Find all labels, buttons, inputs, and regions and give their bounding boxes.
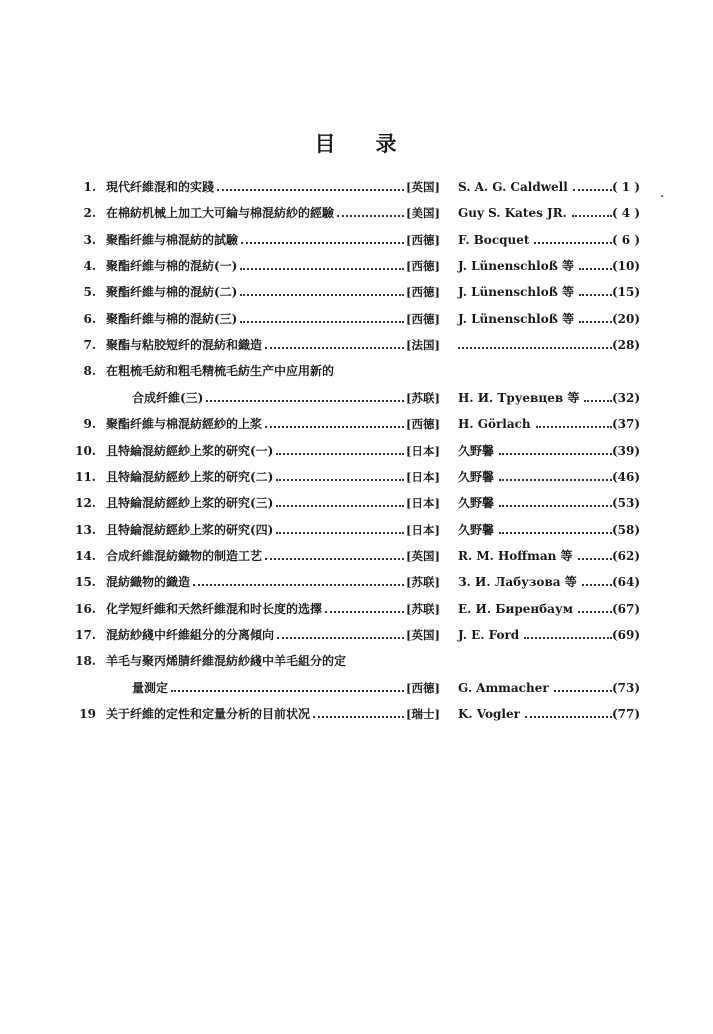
entry-page: (39) (611, 443, 640, 458)
entry-country: [英国] (406, 180, 440, 194)
entry-page: (46) (611, 469, 640, 484)
toc-entry (0, 441, 713, 461)
toc-entry (0, 704, 713, 724)
entry-author: 久野馨 (458, 496, 495, 511)
entry-country: [西德] (406, 680, 440, 695)
leader-dots (277, 625, 404, 639)
leader-dots (265, 546, 404, 560)
leader-dots (217, 177, 404, 191)
toc-entry (0, 520, 713, 540)
entry-number: 16. (75, 601, 96, 616)
toc-entry (0, 678, 713, 698)
leader-dots (337, 203, 404, 217)
entry-country: [西德] (406, 285, 440, 300)
leader-dots (240, 282, 404, 296)
toc-entry (0, 572, 713, 592)
leader-dots (240, 256, 404, 270)
entry-number: 13. (75, 522, 96, 537)
entry-author: Guy S. Kates JR. (458, 206, 567, 221)
entry-title: 关于纤維的定性和定量分析的目前状况 (106, 707, 311, 721)
entry-author: Е. И. Биренбаум (458, 601, 574, 616)
entry-author: F. Bocquet (458, 232, 530, 247)
leader-dots (458, 335, 612, 349)
entry-title: 且特綸混紡經紗上浆的研究(二) (106, 469, 274, 484)
entry-title: 聚酯纤維与棉混紡的試驗 (106, 232, 239, 247)
toc-entry (0, 467, 713, 487)
entry-title: 聚酯纤維与棉的混紡(一) (106, 259, 238, 274)
entry-title: 且特綸混紡經紗上浆的研究(三) (106, 496, 274, 511)
entry-number: 15. (75, 575, 96, 590)
entry-page: (67) (611, 601, 640, 616)
entry-number: 1. (83, 180, 96, 194)
entry-title: 在棉紡机械上加工大可綸与棉混紡紗的經驗 (106, 206, 335, 221)
toc-entry (0, 625, 713, 645)
entry-country: [苏联] (406, 575, 440, 590)
entry-number: 9. (83, 417, 96, 432)
entry-country: [苏联] (406, 390, 440, 405)
entry-country: [西德] (406, 417, 440, 432)
entry-number: 14. (75, 548, 96, 563)
leader-dots (325, 599, 404, 613)
entry-number: 2. (83, 206, 96, 221)
toc-entry (0, 203, 713, 223)
leader-dots (276, 467, 404, 481)
leader-dots (525, 704, 612, 718)
toc-entry (0, 388, 713, 408)
entry-author: G. Ammacher (458, 680, 549, 695)
entry-country: [日本] (406, 469, 440, 484)
entry-page: (69) (611, 627, 640, 642)
entry-author: J. Lünenschloß 等 (458, 285, 574, 300)
leader-dots (276, 441, 404, 455)
entry-title: 合成纤維混紡織物的制造工艺 (106, 548, 263, 563)
entry-page: (32) (611, 390, 640, 405)
entry-title: 聚酯纤維与棉的混紡(二) (106, 285, 238, 300)
entry-number: 10. (75, 443, 96, 458)
entry-page: (10) (611, 259, 640, 274)
entry-country: [法国] (406, 338, 440, 353)
toc-entry (0, 493, 713, 513)
entry-number: 18. (75, 654, 96, 669)
entry-author: K. Vogler (458, 707, 520, 721)
leader-dots (241, 230, 404, 244)
toc-entry (0, 414, 713, 434)
entry-title: 聚酯与粘胶短纤的混紡和織造 (106, 338, 263, 353)
entry-country: [西德] (406, 311, 440, 326)
toc-entry (0, 230, 713, 250)
entry-country: [英国] (406, 548, 440, 563)
entry-page: ( 4 ) (611, 206, 640, 221)
entry-number: 11. (75, 469, 96, 484)
leader-dots (193, 572, 404, 586)
entry-title: 且特綸混紡經紗上浆的研究(一) (106, 443, 274, 458)
leader-dots (206, 388, 404, 402)
entry-author: 久野馨 (458, 469, 495, 484)
leader-dots (276, 520, 404, 534)
entry-country: [西德] (406, 259, 440, 274)
title-char-left: 目 (314, 132, 338, 156)
leader-dots (276, 493, 404, 507)
entry-page: (77) (611, 707, 640, 721)
entry-country: [美国] (406, 206, 440, 221)
toc-entry (0, 177, 713, 197)
entry-page: (62) (611, 548, 640, 563)
entry-author: J. Lünenschloß 等 (458, 259, 574, 274)
toc-entry-line1 (0, 651, 713, 671)
entry-page: (28) (611, 338, 640, 353)
stray-mark: · (660, 189, 665, 205)
entry-country: [日本] (406, 496, 440, 511)
toc-entry (0, 599, 713, 619)
leader-dots (240, 309, 404, 323)
entry-title-continued: 合成纤維(三) (132, 390, 204, 405)
entry-title-continued: 量測定 (132, 680, 169, 695)
entry-number: 3. (83, 232, 96, 247)
entry-title: 現代纤維混和的实踐 (106, 180, 215, 194)
entry-author: J. Lünenschloß 等 (458, 311, 574, 326)
entry-title: 混紡紗綫中纤維組分的分离傾向 (106, 627, 275, 642)
leader-dots (313, 704, 404, 718)
entry-author: H. Görlach (458, 417, 531, 432)
entry-country: [苏联] (406, 601, 440, 616)
entry-page: ( 6 ) (611, 232, 640, 247)
entry-number: 19 (79, 707, 96, 721)
entry-page: (15) (611, 285, 640, 300)
entry-title: 聚酯纤維与棉的混紡(三) (106, 311, 238, 326)
entry-number: 5. (83, 285, 96, 300)
entry-title: 聚酯纤維与棉混紡經紗的上浆 (106, 417, 263, 432)
leader-dots (524, 625, 612, 639)
entry-number: 8. (83, 364, 96, 379)
entry-title: 羊毛与聚丙烯腈纤維混紡紗綫中羊毛組分的定 (106, 654, 347, 669)
toc-entry (0, 309, 713, 329)
title-char-right: 录 (375, 132, 399, 156)
toc-entry (0, 335, 713, 355)
entry-country: [日本] (406, 443, 440, 458)
leader-dots (499, 493, 612, 507)
entry-number: 12. (75, 496, 96, 511)
entry-page: (58) (611, 522, 640, 537)
toc-entry-line1 (0, 361, 713, 381)
entry-title: 化学短纤維和天然纤維混和时长度的选擇 (106, 601, 323, 616)
leader-dots (265, 414, 404, 428)
leader-dots (499, 441, 612, 455)
entry-page: (53) (611, 496, 640, 511)
entry-author: S. A. G. Caldwell (458, 180, 568, 194)
entry-page: (20) (611, 311, 640, 326)
entry-author: 久野馨 (458, 522, 495, 537)
entry-page: (37) (611, 417, 640, 432)
leader-dots (499, 467, 612, 481)
entry-country: [日本] (406, 522, 440, 537)
entry-author: R. M. Hoffman 等 (458, 548, 573, 563)
leader-dots (265, 335, 404, 349)
entry-number: 7. (83, 338, 96, 353)
entry-country: [英国] (406, 627, 440, 642)
entry-page: (73) (611, 680, 640, 695)
toc-entry (0, 546, 713, 566)
entry-author: 久野馨 (458, 443, 495, 458)
toc-entry (0, 256, 713, 276)
entry-page: (64) (611, 575, 640, 590)
entry-author: Н. И. Труевцев 等 (458, 390, 580, 405)
leader-dots (499, 520, 612, 534)
entry-number: 6. (83, 311, 96, 326)
entry-number: 4. (83, 259, 96, 274)
toc-entry (0, 282, 713, 302)
entry-country: [西德] (406, 232, 440, 247)
entry-page: ( 1 ) (611, 180, 640, 194)
leader-dots (171, 678, 404, 692)
entry-author: З. И. Лабузова 等 (458, 575, 577, 590)
entry-title: 在粗梳毛紡和粗毛精梳毛紡生产中应用新的 (106, 364, 335, 379)
entry-country: [瑞士] (406, 707, 440, 721)
entry-author: J. E. Ford (458, 627, 520, 642)
entry-title: 混紡織物的織造 (106, 575, 191, 590)
entry-title: 且特綸混紡經紗上浆的研究(四) (106, 522, 274, 537)
entry-number: 17. (75, 627, 96, 642)
